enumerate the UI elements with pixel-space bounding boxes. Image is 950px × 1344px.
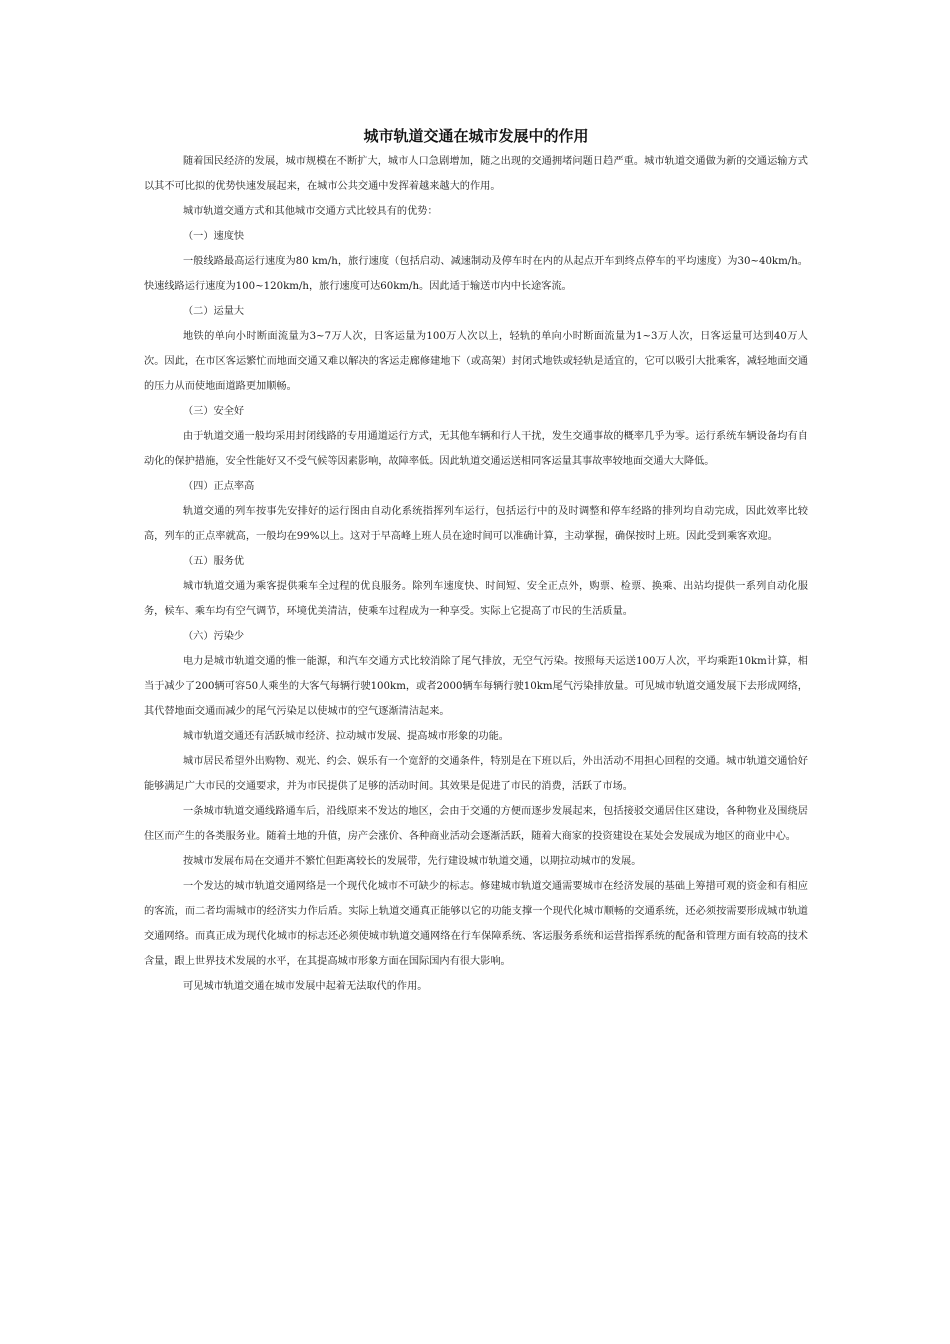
- paragraph: 电力是城市轨道交通的惟一能源，和汽车交通方式比较消除了尾气排放，无空气污染。按照每天运送100万人次，平均乘距10km计算，相当于减少了200辆可容50人乘坐的大客气每辆行驶100km，或者2000辆车每辆行驶10km尾气污染排放量。可见城市轨道交通发展下去形成网络，其代替地面交通而减少的尾气污染足以使城市的空气逐渐清洁起来。: [144, 656, 808, 717]
- paragraph: 城市轨道交通为乘客提供乘车全过程的优良服务。除列车速度快、时间短、安全正点外，购票、检票、换乘、出站均提供一系列自动化服务，候车、乘车均有空气调节，环境优美清洁，使乘车过程成为一种享受。实际上它提高了市民的生活质量。: [144, 581, 808, 617]
- section-heading: （六）污染少: [183, 631, 245, 642]
- document-title: 城市轨道交通在城市发展中的作用: [363, 127, 589, 145]
- paragraph: 按城市发展布局在交通并不繁忙但距离较长的发展带，先行建设城市轨道交通，以期拉动城市的发展。: [183, 856, 642, 867]
- paragraph: 地铁的单向小时断面流量为3~7万人次，日客运量为100万人次以上，轻轨的单向小时断面流量为1~3万人次，日客运量可达到40万人次。因此，在市区客运繁忙而地面交通又难以解决的客运走廊修建地下（或高架）封闭式地铁或轻轨是适宜的，它可以吸引大批乘客，减轻地面交通的压力从而使地面道路更加顺畅。: [144, 331, 808, 392]
- section-heading: （四）正点率高: [183, 481, 255, 492]
- section-heading: （二）运量大: [183, 306, 245, 317]
- paragraph: 城市轨道交通还有活跃城市经济、拉动城市发展、提高城市形象的功能。: [183, 731, 509, 742]
- section-heading: （五）服务优: [183, 556, 245, 567]
- paragraph: 由于轨道交通一般均采用封闭线路的专用通道运行方式，无其他车辆和行人干扰，发生交通事故的概率几乎为零。运行系统车辆设备均有自动化的保护措施，安全性能好又不受气候等因素影响，故障率低。因此轨道交通运送相同客运量其事故率较地面交通大大降低。: [144, 431, 808, 467]
- paragraph: 一条城市轨道交通线路通车后，沿线原来不发达的地区，会由于交通的方便而逐步发展起来，包括接驳交通居住区建设，各种物业及围绕居住区而产生的各类服务业。随着土地的升值，房产会涨价、各种商业活动会逐渐活跃，随着大商家的投资建设在某处会发展成为地区的商业中心。: [144, 806, 808, 842]
- document-body: [144, 149, 808, 999]
- section-heading: （一）速度快: [183, 231, 245, 242]
- section-heading: （三）安全好: [183, 406, 245, 417]
- paragraph: 城市轨道交通方式和其他城市交通方式比较具有的优势：: [183, 206, 438, 217]
- paragraph: 随着国民经济的发展，城市规模在不断扩大，城市人口急剧增加，随之出现的交通拥堵问题日趋严重。城市轨道交通做为新的交通运输方式以其不可比拟的优势快速发展起来，在城市公共交通中发挥着越来越大的作用。: [144, 156, 808, 192]
- paragraph: 一个发达的城市轨道交通网络是一个现代化城市不可缺少的标志。修建城市轨道交通需要城市在经济发展的基础上筹措可观的资金和有相应的客流，而二者均需城市的经济实力作后盾。实际上轨道交通真正能够以它的功能支撑一个现代化城市顺畅的交通系统，还必须按需要形成城市轨道交通网络。而真正成为现代化城市的标志还必须使城市轨道交通网络在行车保障系统、客运服务系统和运营指挥系统的配备和管理方面有较高的技术含量，跟上世界技术发展的水平，在其提高城市形象方面在国际国内有很大影响。: [144, 881, 808, 967]
- paragraph: 可见城市轨道交通在城市发展中起着无法取代的作用。: [183, 981, 428, 992]
- paragraph: 一般线路最高运行速度为80 km/h，旅行速度（包括启动、减速制动及停车时在内的从起点开车到终点停车的平均速度）为30~40km/h。快速线路运行速度为100~120km/h，旅行速度可达60km/h。因此适于输送市内中长途客流。: [144, 256, 808, 292]
- paragraph: 轨道交通的列车按事先安排好的运行图由自动化系统指挥列车运行，包括运行中的及时调整和停车经路的排列均自动完成，因此效率比较高，列车的正点率就高，一般均在99%以上。这对于早高峰上班人员在途时间可以准确计算，主动掌握，确保按时上班。因此受到乘客欢迎。: [144, 506, 808, 542]
- paragraph: 城市居民希望外出购物、观光、约会、娱乐有一个宽舒的交通条件，特别是在下班以后，外出活动不用担心回程的交通。城市轨道交通恰好能够满足广大市民的交通要求，并为市民提供了足够的活动时间。其效果是促进了市民的消费，活跃了市场。: [144, 756, 808, 792]
- document-page: [144, 124, 808, 999]
